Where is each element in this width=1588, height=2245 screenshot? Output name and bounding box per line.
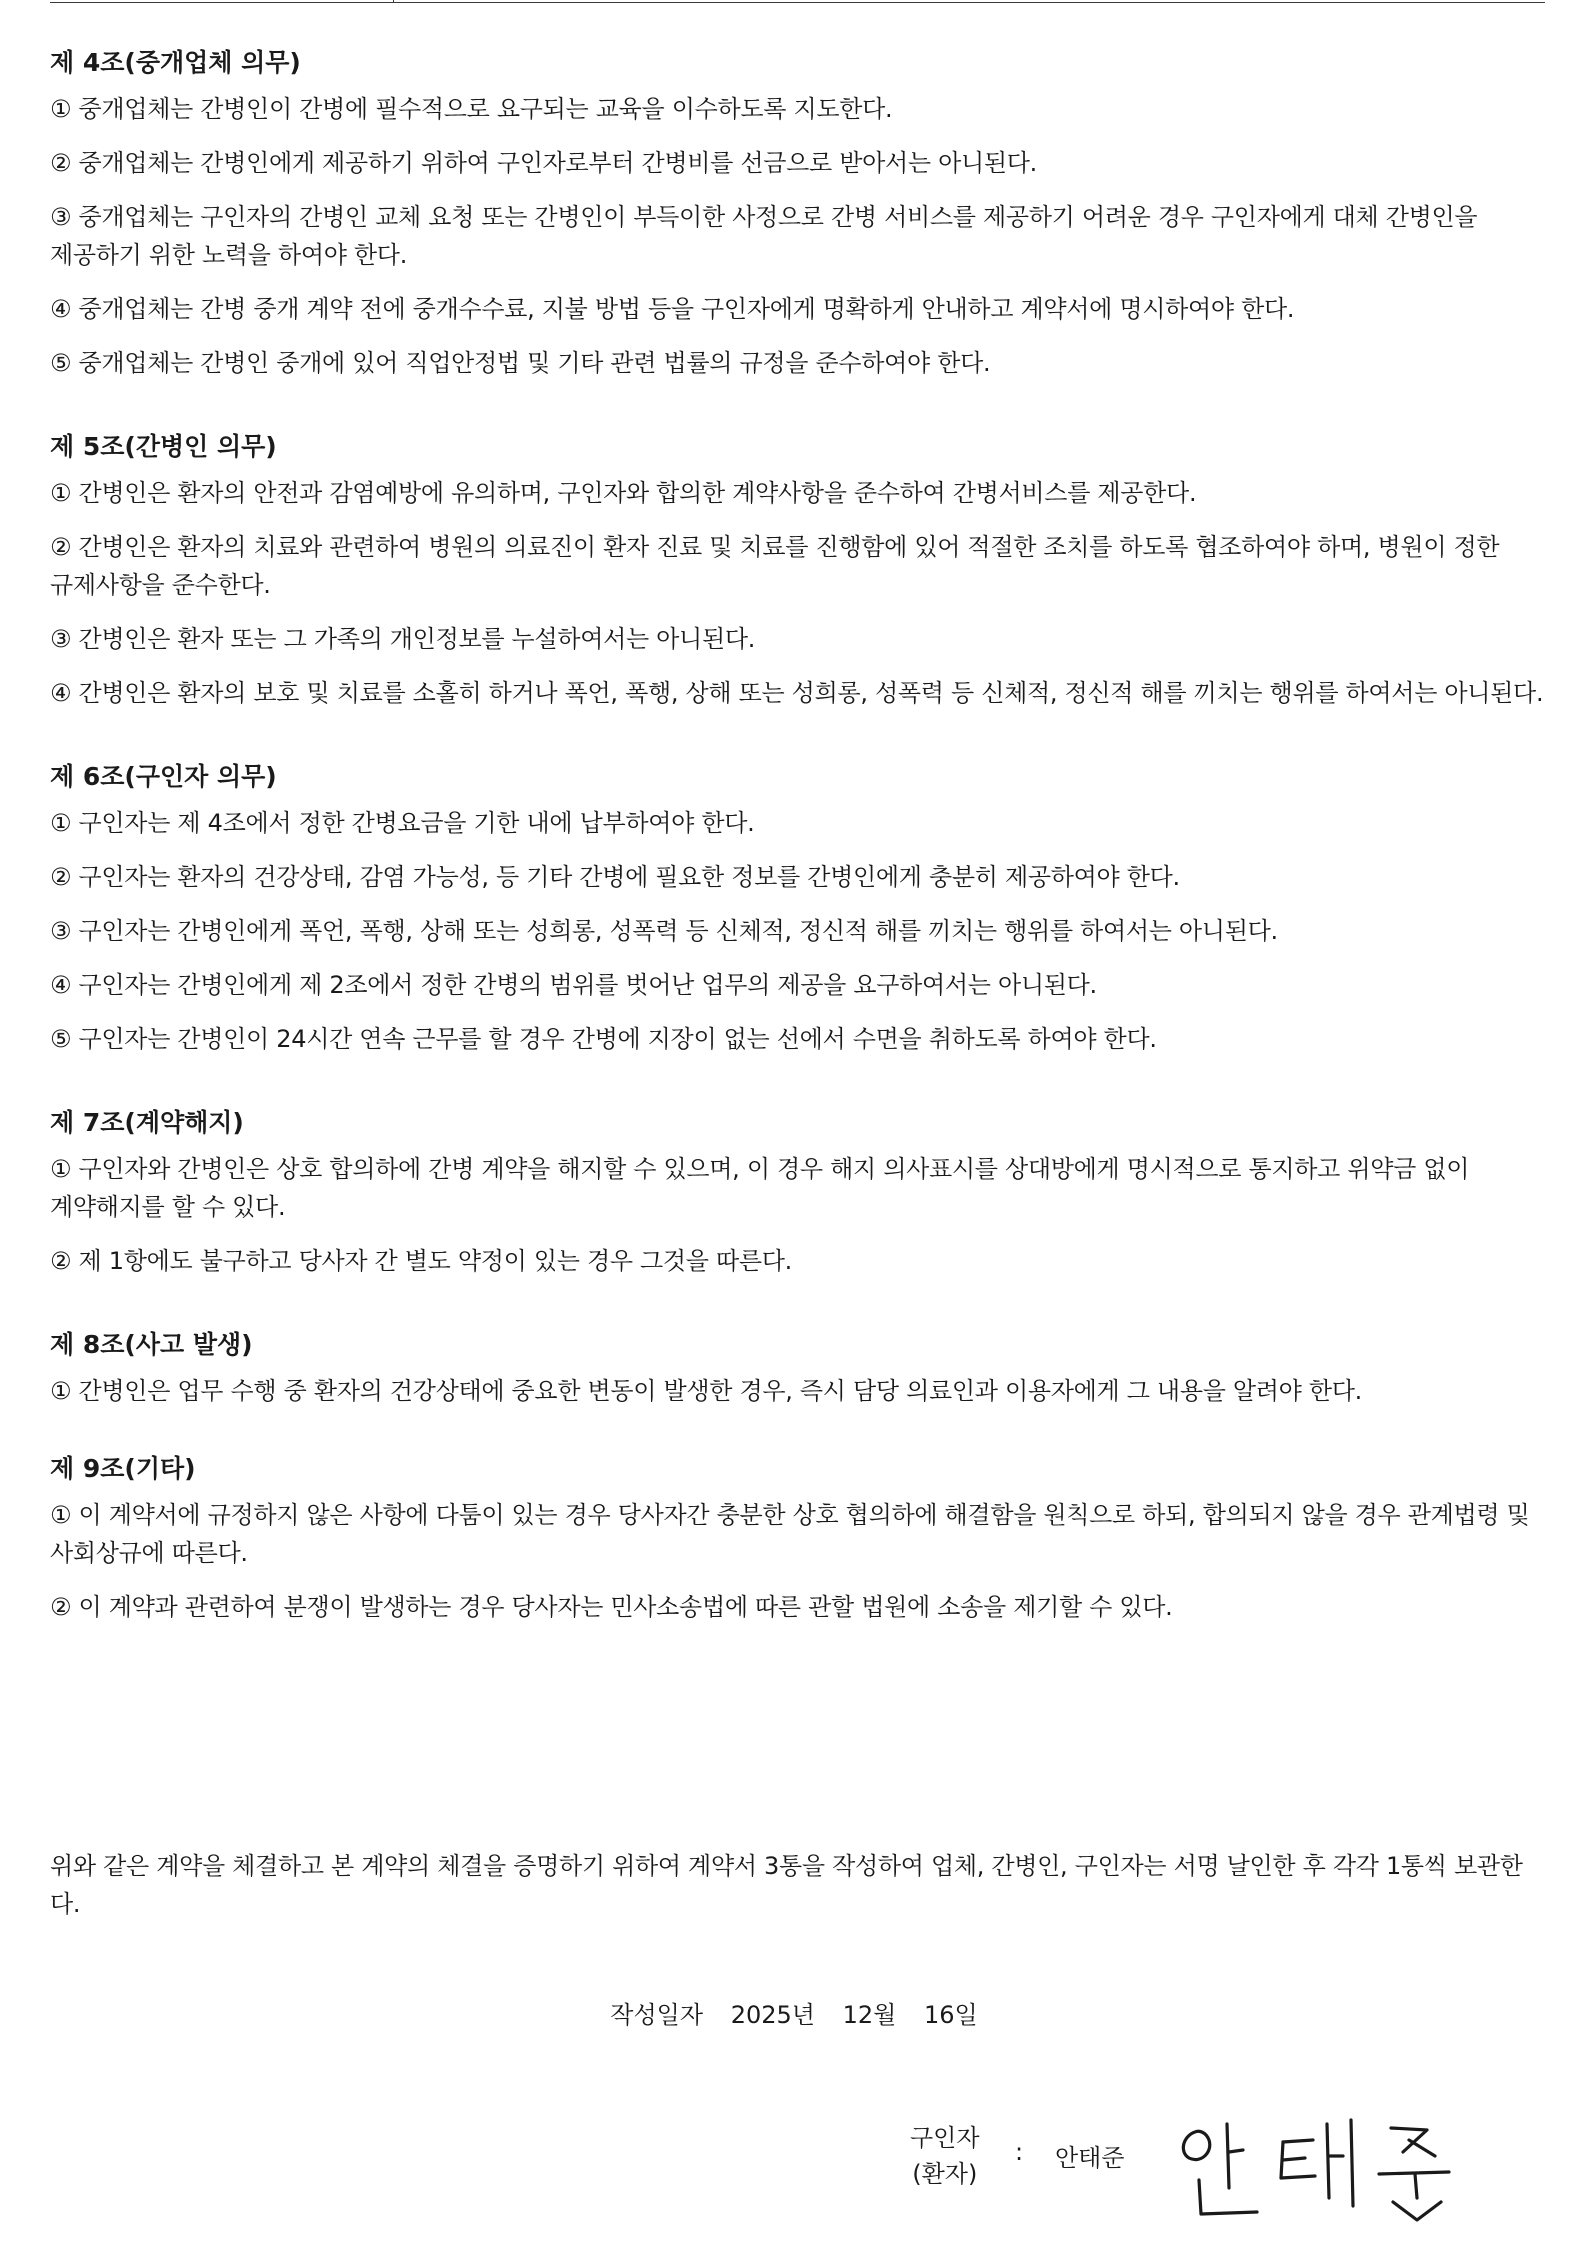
clause: ② 이 계약과 관련하여 분쟁이 발생하는 경우 당사자는 민사소송법에 따른 관할 법원에 소송을 제기할 수 있다. xyxy=(50,1593,1173,1621)
clause: ④ 중개업체는 간병 중개 계약 전에 중개수수료, 지불 방법 등을 구인자에게 명확하게 안내하고 계약서에 명시하여야 한다. xyxy=(50,295,1295,323)
clause: ② 구인자는 환자의 건강상태, 감염 가능성, 등 기타 간병에 필요한 정보를 간병인에게 충분히 제공하여야 한다. xyxy=(50,863,1180,891)
article-9 xyxy=(50,1452,1550,1626)
article-title: 제 9조(기타) xyxy=(50,1454,196,1483)
clause: ⑤ 중개업체는 간병인 중개에 있어 직업안정법 및 기타 관련 법률의 규정을 준수하여야 한다. xyxy=(50,349,991,377)
date-month: 12월 xyxy=(842,2001,897,2029)
clause: ④ 구인자는 간병인에게 제 2조에서 정한 간병의 범위를 벗어난 업무의 제공을 요구하여서는 아니된다. xyxy=(50,971,1097,999)
clause: ③ 간병인은 환자 또는 그 가족의 개인정보를 누설하여서는 아니된다. xyxy=(50,625,756,653)
clause: ② 간병인은 환자의 치료와 관련하여 병원의 의료진이 환자 진료 및 치료를 진행함에 있어 적절한 조치를 하도록 협조하여야 하며, 병원이 정한 규제사항을 준수한다. xyxy=(50,533,1500,599)
signer-name: 안태준 xyxy=(1055,2144,1125,2172)
signer-role-line2: (환자) xyxy=(912,2160,978,2188)
clause: ② 중개업체는 간병인에게 제공하기 위하여 구인자로부터 간병비를 선금으로 받아서는 아니된다. xyxy=(50,149,1037,177)
article-6 xyxy=(50,760,1550,1058)
article-7 xyxy=(50,1106,1550,1280)
signature-block xyxy=(910,2120,1550,2240)
handwritten-signature xyxy=(1165,2102,1495,2232)
article-5 xyxy=(50,430,1550,712)
clause: ① 간병인은 업무 수행 중 환자의 건강상태에 중요한 변동이 발생한 경우, 즉시 담당 의료인과 이용자에게 그 내용을 알려야 한다. xyxy=(50,1377,1362,1405)
date-year: 2025년 xyxy=(730,2001,815,2029)
date-day: 16일 xyxy=(923,2001,978,2029)
date-line xyxy=(0,1998,1588,2032)
clause: ① 간병인은 환자의 안전과 감염예방에 유의하며, 구인자와 합의한 계약사항을 준수하여 간병서비스를 제공한다. xyxy=(50,479,1197,507)
clause: ① 구인자와 간병인은 상호 합의하에 간병 계약을 해지할 수 있으며, 이 경우 해지 의사표시를 상대방에게 명시적으로 통지하고 위약금 없이 계약해지를 할 수 있다. xyxy=(50,1155,1470,1221)
signer-role-line1: 구인자 xyxy=(910,2124,980,2152)
article-title: 제 4조(중개업체 의무) xyxy=(50,48,301,77)
clause: ④ 간병인은 환자의 보호 및 치료를 소홀히 하거나 폭언, 폭행, 상해 또는 성희롱, 성폭력 등 신체적, 정신적 해를 끼치는 행위를 하여서는 아니된다. xyxy=(50,679,1544,707)
clause: ② 제 1항에도 불구하고 당사자 간 별도 약정이 있는 경우 그것을 따른다. xyxy=(50,1247,792,1275)
clause: ① 이 계약서에 규정하지 않은 사항에 다툼이 있는 경우 당사자간 충분한 상호 협의하에 해결함을 원칙으로 하되, 합의되지 않을 경우 관계법령 및 사회상규에 따른다. xyxy=(50,1501,1530,1567)
clause: ① 구인자는 제 4조에서 정한 간병요금을 기한 내에 납부하여야 한다. xyxy=(50,809,755,837)
article-title: 제 7조(계약해지) xyxy=(50,1108,244,1137)
signer-colon: : xyxy=(1015,2138,1024,2166)
article-title: 제 5조(간병인 의무) xyxy=(50,432,277,461)
date-label: 작성일자 xyxy=(610,2001,704,2029)
article-title: 제 6조(구인자 의무) xyxy=(50,762,277,791)
clause: ③ 구인자는 간병인에게 폭언, 폭행, 상해 또는 성희롱, 성폭력 등 신체적, 정신적 해를 끼치는 행위를 하여서는 아니된다. xyxy=(50,917,1278,945)
article-8 xyxy=(50,1328,1550,1410)
signer-role xyxy=(910,2120,980,2192)
clause: ⑤ 구인자는 간병인이 24시간 연속 근무를 할 경우 간병에 지장이 없는 선에서 수면을 취하도록 하여야 한다. xyxy=(50,1025,1157,1053)
table-divider-tick xyxy=(393,0,394,3)
contract-body xyxy=(50,46,1550,1642)
article-title: 제 8조(사고 발생) xyxy=(50,1330,253,1359)
top-border-line xyxy=(50,0,1545,3)
clause: ③ 중개업체는 구인자의 간병인 교체 요청 또는 간병인이 부득이한 사정으로 간병 서비스를 제공하기 어려운 경우 구인자에게 대체 간병인을 제공하기 위한 노력을 하여야 한다. xyxy=(50,203,1478,269)
closing-statement: 위와 같은 계약을 체결하고 본 계약의 체결을 증명하기 위하여 계약서 3통을 작성하여 업체, 간병인, 구인자는 서명 날인한 후 각각 1통씩 보관한다. xyxy=(50,1852,1523,1918)
clause: ① 중개업체는 간병인이 간병에 필수적으로 요구되는 교육을 이수하도록 지도한다. xyxy=(50,95,893,123)
article-4 xyxy=(50,46,1550,382)
